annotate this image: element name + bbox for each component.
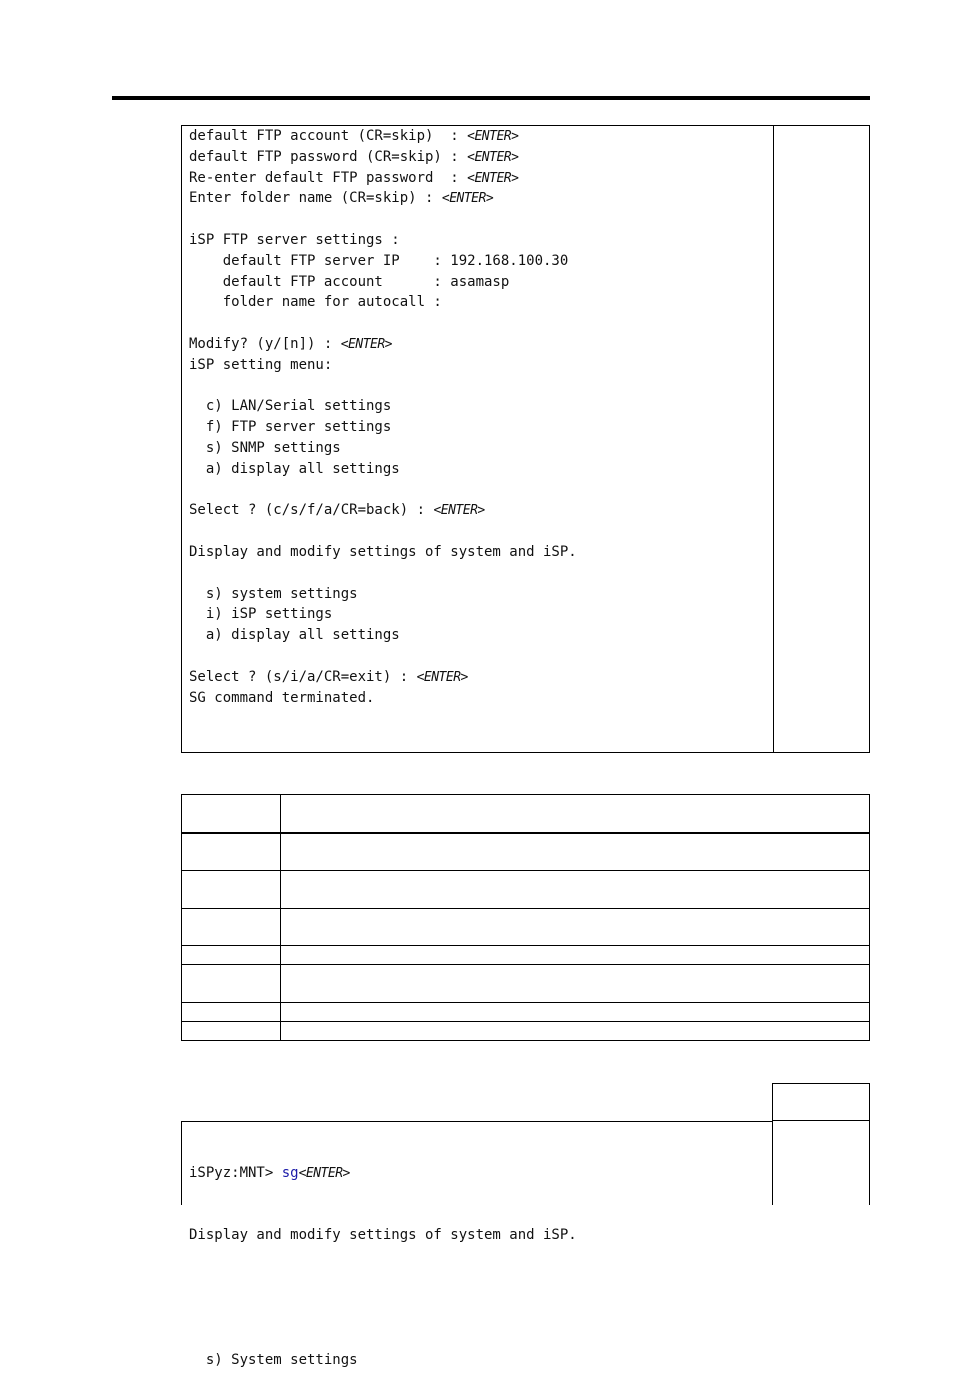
output-line	[189, 376, 577, 397]
table-row	[182, 871, 870, 909]
output-line	[189, 542, 577, 563]
output-text: c) LAN/Serial settings	[189, 398, 392, 415]
output-text: Enter folder name (CR=skip) :	[189, 190, 442, 207]
output-text: SG command terminated.	[189, 689, 375, 706]
output-text: f) FTP server settings	[189, 419, 392, 436]
output-line	[189, 355, 577, 376]
output-line	[189, 313, 577, 334]
output-line	[189, 272, 577, 293]
output-line	[189, 168, 577, 189]
enter-key-label: <ENTER>	[467, 149, 519, 165]
output-line	[189, 147, 577, 168]
output-text: default FTP server IP : 192.168.100.30	[189, 252, 569, 269]
output-text: default FTP password (CR=skip) :	[189, 148, 468, 165]
enter-key-label: <ENTER>	[467, 170, 519, 186]
output-text: s) system settings	[189, 585, 358, 602]
output-line: Display and modify settings of system and iSP.	[189, 1226, 577, 1243]
output-line	[189, 126, 577, 147]
output-line	[189, 209, 577, 230]
output-text: Select ? (s/i/a/CR=exit) :	[189, 668, 417, 685]
notes-header-cell	[772, 1083, 870, 1121]
typed-command: sg	[281, 1164, 299, 1181]
output-text: default FTP account (CR=skip) :	[189, 128, 468, 144]
output-line	[189, 292, 577, 313]
terminal-example-text	[189, 1121, 577, 1391]
enter-key-label: <ENTER>	[467, 129, 519, 144]
shell-prompt: iSPyz:MNT>	[189, 1164, 282, 1181]
enter-key-label: <ENTER>	[340, 336, 393, 352]
output-line	[189, 438, 577, 459]
output-line	[189, 584, 577, 605]
output-text: iSP setting menu:	[189, 356, 333, 373]
output-text: Display and modify settings of system and iSP.	[189, 543, 577, 560]
output-text: a) display all settings	[189, 627, 400, 644]
output-line	[189, 1287, 577, 1308]
enter-key-label: <ENTER>	[441, 191, 494, 207]
table-row	[182, 833, 870, 871]
command-line	[189, 1163, 577, 1184]
output-line	[189, 480, 577, 501]
output-line	[189, 604, 577, 625]
output-line	[189, 563, 577, 584]
output-line	[189, 521, 577, 542]
output-text: iSP FTP server settings :	[189, 231, 400, 248]
output-line	[189, 500, 577, 521]
output-text: folder name for autocall :	[189, 294, 442, 311]
output-line	[189, 334, 577, 355]
table-header-row	[182, 795, 870, 833]
output-line: s) System settings	[189, 1351, 358, 1368]
output-line	[189, 188, 577, 209]
output-line	[189, 396, 577, 417]
notes-column	[773, 125, 870, 753]
parameter-table	[181, 794, 870, 1041]
output-text: default FTP account : asamasp	[189, 273, 510, 290]
output-line	[189, 625, 577, 646]
output-text: Modify? (y/[n]) :	[189, 335, 341, 352]
output-line	[189, 459, 577, 480]
table-row	[182, 1003, 870, 1022]
header-rule	[112, 96, 870, 100]
enter-key-label: <ENTER>	[298, 1165, 350, 1181]
table-row	[182, 1022, 870, 1041]
output-line	[189, 646, 577, 667]
output-line	[189, 251, 577, 272]
output-text: a) display all settings	[189, 460, 400, 477]
output-line	[189, 230, 577, 251]
enter-key-label: <ENTER>	[433, 503, 485, 519]
table-row	[182, 965, 870, 1003]
table-row	[182, 946, 870, 965]
output-text: Select ? (c/s/f/a/CR=back) :	[189, 502, 434, 519]
output-text: Re-enter default FTP password :	[189, 169, 468, 186]
table-row	[182, 909, 870, 946]
enter-key-label: <ENTER>	[416, 669, 468, 685]
output-line	[189, 667, 577, 688]
output-line	[189, 688, 577, 709]
output-line	[189, 417, 577, 438]
terminal-output-text	[189, 126, 577, 708]
output-text: s) SNMP settings	[189, 439, 341, 456]
output-text: i) iSP settings	[189, 606, 333, 623]
notes-column-2	[772, 1121, 870, 1205]
